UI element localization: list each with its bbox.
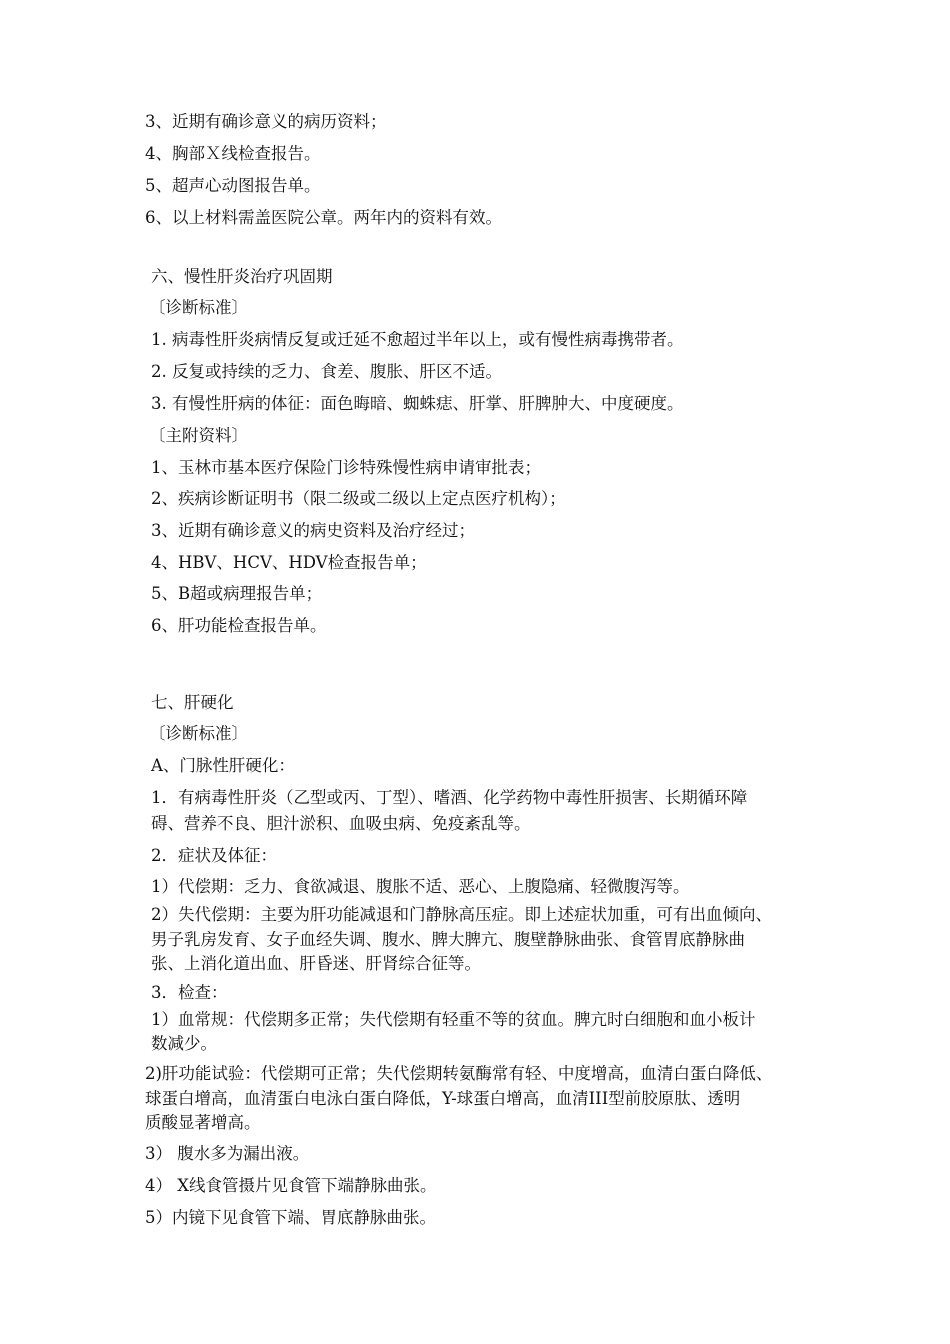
- intro-item: 6、以上材料需盖医院公章。两年内的资料有效。: [145, 208, 502, 227]
- section-7-heading: 七、肝硬化: [151, 693, 234, 712]
- section-6-diagnosis-header: 〔诊断标准〕: [149, 298, 248, 317]
- intro-item: 5、超声心动图报告单。: [145, 176, 321, 195]
- section-7-item-3-header: 3．检查：: [151, 983, 228, 1002]
- section-7-item-3-2-line: 2)肝功能试验：代偿期可正常；失代偿期转氨酶常有轻、中度增高，血清白蛋白降低、: [145, 1064, 773, 1083]
- section-7-item-3-1-line: 1）血常规：代偿期多正常；失代偿期有轻重不等的贫血。脾亢时白细胞和血小板计: [151, 1010, 756, 1029]
- section-7-diagnosis-header: 〔诊断标准〕: [149, 724, 248, 743]
- section-6-document-item: 2、疾病诊断证明书（限二级或二级以上定点医疗机构）；: [151, 489, 566, 508]
- section-6-document-item: 1、玉林市基本医疗保险门诊特殊慢性病申请审批表；: [151, 458, 541, 477]
- section-7-item-3-1-line: 数减少。: [151, 1034, 217, 1053]
- section-7-item-1-line: 碍、营养不良、胆汁淤积、血吸虫病、免疫紊乱等。: [151, 814, 531, 833]
- section-7-item-3-2-line: 质酸显著增高。: [145, 1113, 261, 1132]
- section-6-diagnosis-item: 3. 有慢性肝病的体征：面色晦暗、蜘蛛痣、肝掌、肝脾肿大、中度硬度。: [151, 394, 684, 413]
- section-7-item-2-2-line: 张、上消化道出血、肝昏迷、肝肾综合征等。: [151, 954, 481, 973]
- section-7-item-1-line: 1．有病毒性肝炎（乙型或丙、丁型）、嗜酒、化学药物中毒性肝损害、长期循环障: [151, 788, 748, 807]
- section-7-subheading: A、门脉性肝硬化：: [151, 756, 295, 775]
- section-6-diagnosis-item: 1. 病毒性肝炎病情反复或迁延不愈超过半年以上，或有慢性病毒携带者。: [151, 330, 684, 349]
- section-7-item-2-2-line: 男子乳房发育、女子血经失调、腹水、脾大脾亢、腹壁静脉曲张、食管胃底静脉曲: [151, 930, 745, 949]
- section-7-item-3-5: 5）内镜下见食管下端、胃底静脉曲张。: [145, 1208, 436, 1227]
- section-6-diagnosis-item: 2. 反复或持续的乏力、食差、腹胀、肝区不适。: [151, 362, 502, 381]
- section-6-document-item: 3、近期有确诊意义的病史资料及治疗经过；: [151, 521, 475, 540]
- section-7-item-3-3: 3） 腹水多为漏出液。: [145, 1144, 310, 1163]
- section-6-heading: 六、慢性肝炎治疗巩固期: [151, 267, 333, 286]
- section-6-document-item: 6、肝功能检查报告单。: [151, 616, 327, 635]
- section-6-documents-header: 〔主附资料〕: [149, 426, 248, 445]
- section-7-item-3-4: 4） X线食管摄片见食管下端静脉曲张。: [145, 1176, 437, 1195]
- intro-item: 3、近期有确诊意义的病历资料；: [145, 112, 387, 131]
- section-7-item-3-2-line: 球蛋白增高，血清蛋白电泳白蛋白降低，Y-球蛋白增高，血清III型前胶原肽、透明: [145, 1089, 741, 1108]
- section-6-document-item: 5、B超或病理报告单；: [151, 584, 323, 603]
- section-7-item-2-2-line: 2）失代偿期：主要为肝功能减退和门静脉高压症。即上述症状加重，可有出血倾向、: [151, 905, 772, 924]
- section-7-item-2-header: 2．症状及体征：: [151, 846, 277, 865]
- section-6-document-item: 4、HBV、HCV、HDV检查报告单；: [151, 553, 427, 572]
- section-7-item-2-1: 1）代偿期：乏力、食欲减退、腹胀不适、恶心、上腹隐痛、轻微腹泻等。: [151, 877, 690, 896]
- intro-item: 4、胸部Ｘ线检查报告。: [145, 144, 321, 163]
